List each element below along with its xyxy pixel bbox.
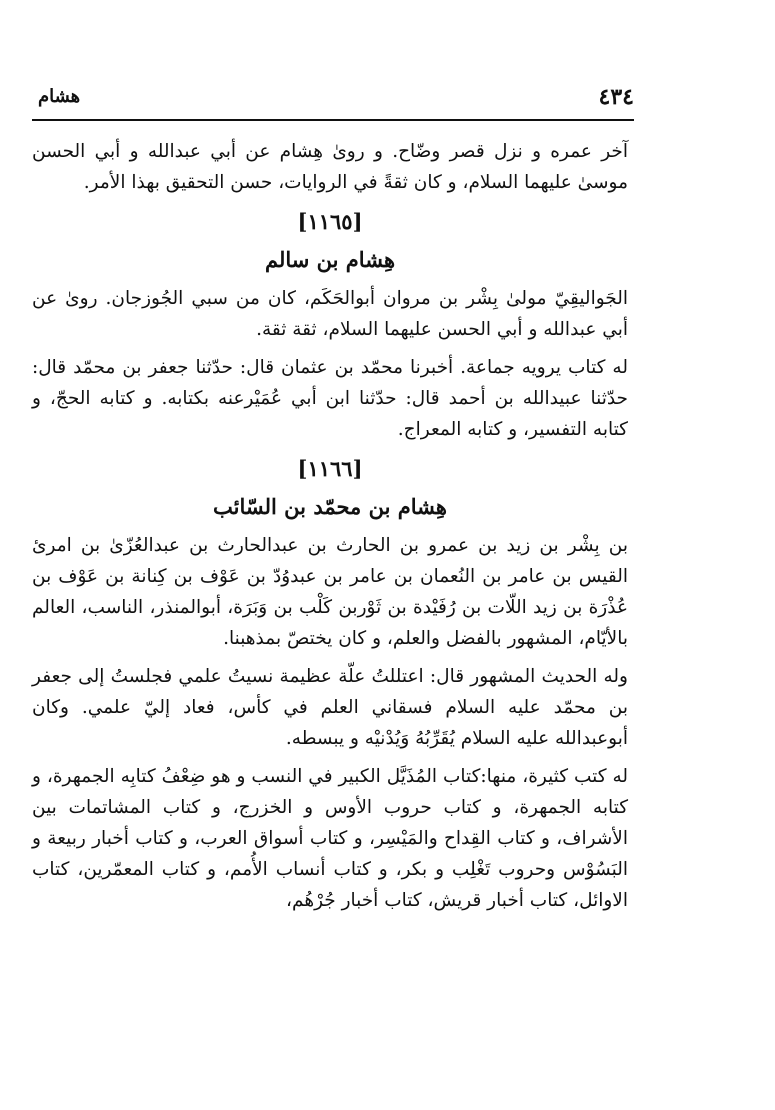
entry-paragraph: له كتاب يرويه جماعة. أخبرنا محمّد بن عثمان قال: حدّثنا جعفر بن محمّد قال: حدّثنا عبيدالله بن أحمد قال: حدّثنا ابن أبي عُمَيْرعنه بكتابه. و كتابه الحجّ، و كتابه التفسير، و كتابه المعراج. (32, 357, 628, 440)
entry-paragraph: وله الحديث المشهور قال: اعتللتُ علّة عظيمة نسيتُ علمي فجلستُ إلى جعفر بن محمّد عليه السلام فسقاني العلم في كأس، فعاد إليّ علمي. وكان أبوعبدالله عليه السلام يُقَرِّبُهُ وَيُدْنيْه و يبسطه. (32, 666, 628, 749)
page-header (38, 84, 634, 118)
entry-name: هِشام بن سالم (264, 247, 396, 272)
entry-number: [١١٦٦] (297, 456, 363, 481)
entry-paragraph: الجَواليقِيّ مولىٰ بِشْر بن مروان أبوالحَكَم، كان من سبي الجُوزجان. روىٰ عن أبي عبدالله و أبي الحسن عليهما السلام، ثقة ثقة. (32, 288, 628, 340)
running-head: هشام (38, 86, 81, 107)
header-rule (32, 119, 634, 121)
entry-number: [١١٦٥] (297, 209, 363, 234)
page-body (32, 136, 628, 923)
entry-1165 (32, 205, 628, 445)
entry-name: هِشام بن محمّد بن السّائب (213, 494, 447, 519)
entry-paragraph: له كتب كثيرة، منها:كتاب المُذَيَّل الكبير في النسب و هو ضِعْفُ كتابِه الجمهرة، و كتابه الجمهرة، و كتاب حروب الأوس و الخزرج، و كتاب المشاتمات بين الأشراف، و كتاب القِداح والمَيْسِر، و كتاب أسواق العرب، و كتاب أخبار ربيعة و البَسُوْس وحروب تَغْلِب و بكر، و كتاب أنساب الأُمم، و كتاب المعمّرين، كتاب الاوائل، كتاب أخبار قريش، كتاب أخبار جُرْهُم، (32, 766, 628, 911)
entry-1166 (32, 452, 628, 916)
page-number: ٤٣٤ (598, 84, 634, 110)
entry-paragraph: بن بِشْر بن زيد بن عمرو بن الحارث بن عبدالحارث بن عبدالعُزّىٰ بن امرئ القيس بن عامر بن النُعمان بن عامر بن عبدوُدّ بن عَوْف بن كِنانة بن عَوْف بن عُذْرَة بن زيد اللّات بن رُفَيْدة بن ثَوْربن كَلْب بن وَبَرَة، أبوالمنذر، الناسب، العالم بالأيّام، المشهور بالفضل والعلم، و كان يختصّ بمذهبنا. (32, 535, 628, 649)
intro-paragraph: آخر عمره و نزل قصر وضّاح. و روىٰ هِشام عن أبي عبدالله و أبي الحسن موسىٰ عليهما السلام، و كان ثقةً في الروايات، حسن التحقيق بهذا الأمر. (32, 141, 628, 193)
